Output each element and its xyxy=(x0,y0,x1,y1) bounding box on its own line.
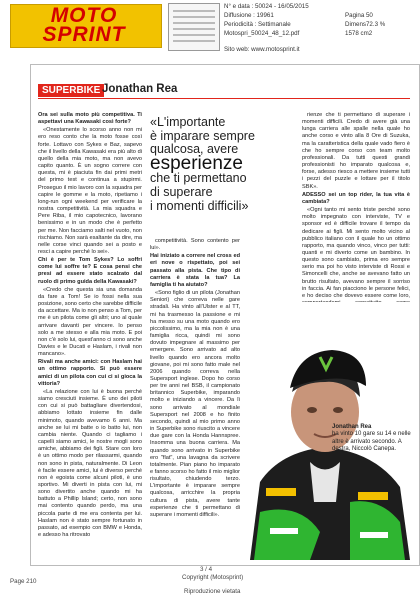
caption-title: Jonathan Rea xyxy=(332,424,372,430)
interview-answer: rienze che ti permettano di superare i momenti difficili. Credo di avere già una lunga carriera alle spalle nella quale ho anche corso e vinto alla 8 Ore di Suzuka, ma la caratteristica della quale vado fiero è che ho sempre corso con team molto professionali. Da tutti questi grandi professionisti ho imparato qualcosa e, forse, adesso riesco a mettere insieme tutti i pezzi del puzzle e lottare per il titolo SBK». xyxy=(302,112,410,190)
quote-line: che ti permettano xyxy=(150,171,247,186)
meta-pagina: Pagina 50 xyxy=(345,12,373,19)
meta-sito: Sito web: www.motosprint.it xyxy=(224,46,300,53)
interview-answer: «Sono figlio di un pilota (Jonathan Seniori) che correva nelle gare stradali. Ha vinto all'Ulster e al TT, mi ha trasmesso la passione e mi ha messo su una moto quando ero piccolissimo, ma la mia non è una famiglia ricca, quindi mi sono dovuto impegnare al massimo per emergere. Sono arrivato ad alto livello quando ero ancora molto giovane, poi mi sono fatto male nel 2006 quando correva nella Supersport inglese. Dopo ho corso per tre anni nel BSB, il campionato britannico Superbike, imparando molto e iniziando a vincere. Da lì sono arrivato al mondiale Supersport nel 2008 e ho finito secondo, quindi al mio primo anno in Superbike sono riuscito a vincere due gare con la Honda Hannspree. Insomma una buona carriera. Ma quando sono arrivato in Superbike ero "flat", una lavagna da scrivere totalmente. Pian piano ho imparato e fanno scorso ho fatto il mio miglior risultato, chiudendo terzo. L'importante è imparare sempre qualcosa, arricchire la propria cultura di pista, avere tante esperienze che ti permettano di superare i momenti difficili». xyxy=(150,290,240,518)
quote-line: è imparare sempre xyxy=(150,128,255,143)
interview-answer: «La relazione con lui è buona perché siamo cresciuti insieme. È uno dei piloti con cui si può battagliare divertendosi, abbiamo lottato insieme fin dalle minimoto, quando avevamo 6 anni. Ma anche se lui mi batte o io batto lui, non cambia niente. Quando ci tagliamo i capelli siamo amici, le nostre mogli sono amiche, abbiamo dei figli. Stare con loro è un ottimo modo per rilassarmi, quando non sono in pista, naturalmente. Di Leon è facile essere amici, lui è diverso perché non è egoista come alcuni piloti, è uno sportivo. Mi diverti in pista con lui, mi sono divertito anche quando mi ha battuto a Phillip Island; certo, non sono mai contento quando perdo, ma una piccola parte di me era contenta per lui. Haslam non è stato sempre fortunato in passato, ad esempio con BMW e Honda, e adesso ha ritrovato xyxy=(38,388,142,539)
text-column-3 xyxy=(302,112,410,298)
page-label: Page 210 xyxy=(10,578,37,585)
caption-text: ha vinto 10 gare su 14 e nelle altre è arrivato secondo. A destra, Niccolò Canepa. xyxy=(332,431,411,453)
pull-quote xyxy=(150,116,274,213)
interview-question: ADESSO sei un top rider, la tua vita è cambiata? xyxy=(302,191,410,205)
quote-line: i momenti difficili» xyxy=(150,198,249,213)
meta-periodicita: Periodicità : Settimanale xyxy=(224,21,291,28)
section-title: Jonathan Rea xyxy=(102,83,178,95)
photo-caption xyxy=(332,424,412,454)
interview-question: Ora sei sulla moto più competitiva. Ti aspettavi una Kawasaki così forte? xyxy=(38,112,142,126)
interview-answer: «Credo che questa sia una domanda da fare a Tom! Se io fossi nella sua posizione, sono certo che sarebbe difficile da accettare. Ma io non penso a Tom, per me è un pilota come gli altri; uno al quale arrivare davanti per vincere. Io penso solo a me stesso e alla mia moto. E poi non c'è solo lui, quest'anno ci sono anche Davies e le Ducati e Haslam, i rivali non mancano». xyxy=(38,286,142,358)
interview-answer: competitività. Sono contento per lui». xyxy=(150,238,240,252)
section-badge: SUPERBIKE xyxy=(38,84,104,97)
logo-text: MOTO SPRINT xyxy=(42,4,126,46)
meta-date: N° e data : 50024 - 16/05/2015 xyxy=(224,3,309,10)
page-number: 3 / 4 xyxy=(200,566,213,573)
interview-question: Hai iniziato a correre nel cross ed eri nove o rispettato, poi sei passato alla pista. Che tipo di carriera è stata la tua? La famiglia ti ha aiutato? xyxy=(150,253,240,288)
meta-file: Motospri_50024_48_12.pdf xyxy=(224,30,300,37)
interview-answer: «Ogni tanto mi sento triste perché sono molto impegnato con interviste, TV e sponsor ed è difficile trovare il tempo da dedicare ai figli. Mi sento molto vicino al pubblico italiano con il quale ho un ottimo rapporto, ma quando vinco, vinco per tutti: quanti e mi diverto come un bambino. In questo sono cambiato, prima ero sempre serio ma poi ho visto interviste di Rossi e Simoncelli che, anche se avevano fatto un brutto risultato, avevano sempre il sorriso in faccia. Ai fan piacciono le persone felici, e ho deciso che dovevo essere come loro, xyxy=(302,207,410,299)
meta-dimensioni: Dimens72.3 % xyxy=(345,21,386,28)
interview-answer: «Onestamente lo scorso anno non mi ero reso conto che la moto fosse così forte. Lottavo con Sykes e Baz, sapevo che il livello della Kawasaki era più alto di quello della mia moto, ma non avevo capito quanto. È un sogno correre con questa, mi è piaciuta fin dai primi metri del primo test e continua a stupirmi. Proseguo il mio lavoro con la squadra per capire le gomme e la moto, ripetiamo i long-run ogni weekend per verificare la nostra competitività. La mia squadra e Pere Riba, il mio capotecnico, lavorano benissimo e in un modo che è perfetto per me. Non facciamo salti nel vuoto, non rischiamo. Non sarà esaltante da dire, ma nelle corse vinci quando sei a posto e resci a capire perché lo sei». xyxy=(38,127,142,255)
reproduction-notice: Riproduzione vietata xyxy=(184,588,241,595)
quote-highlight: esperienze xyxy=(150,152,243,174)
text-column-1 xyxy=(38,112,142,558)
meta-diffusione: Diffusione : 19961 xyxy=(224,12,274,19)
interview-question: Rivali ma anche amici: con Haslam hai un ottimo rapporto. Si può essere amici di un pilota con cui ci si gioca la vittoria? xyxy=(38,359,142,387)
copyright-text: Copyright (Motosprint) xyxy=(182,574,244,581)
section-divider xyxy=(38,98,410,99)
quote-line: qualcosa, avere xyxy=(150,142,239,157)
quote-line: «L'importante xyxy=(150,115,226,129)
meta-cm: 1578 cm2 xyxy=(345,30,373,37)
interview-question: Chi è per te Tom Sykes? Lo soffri come lui soffre te? E cosa pensi che presi ad essere stato scalzato dal ruolo di primo guida della Kawasaki? xyxy=(38,257,142,285)
text-column-2 xyxy=(150,238,240,558)
page-thumbnail xyxy=(168,3,220,51)
quote-line: di superare xyxy=(150,184,213,199)
